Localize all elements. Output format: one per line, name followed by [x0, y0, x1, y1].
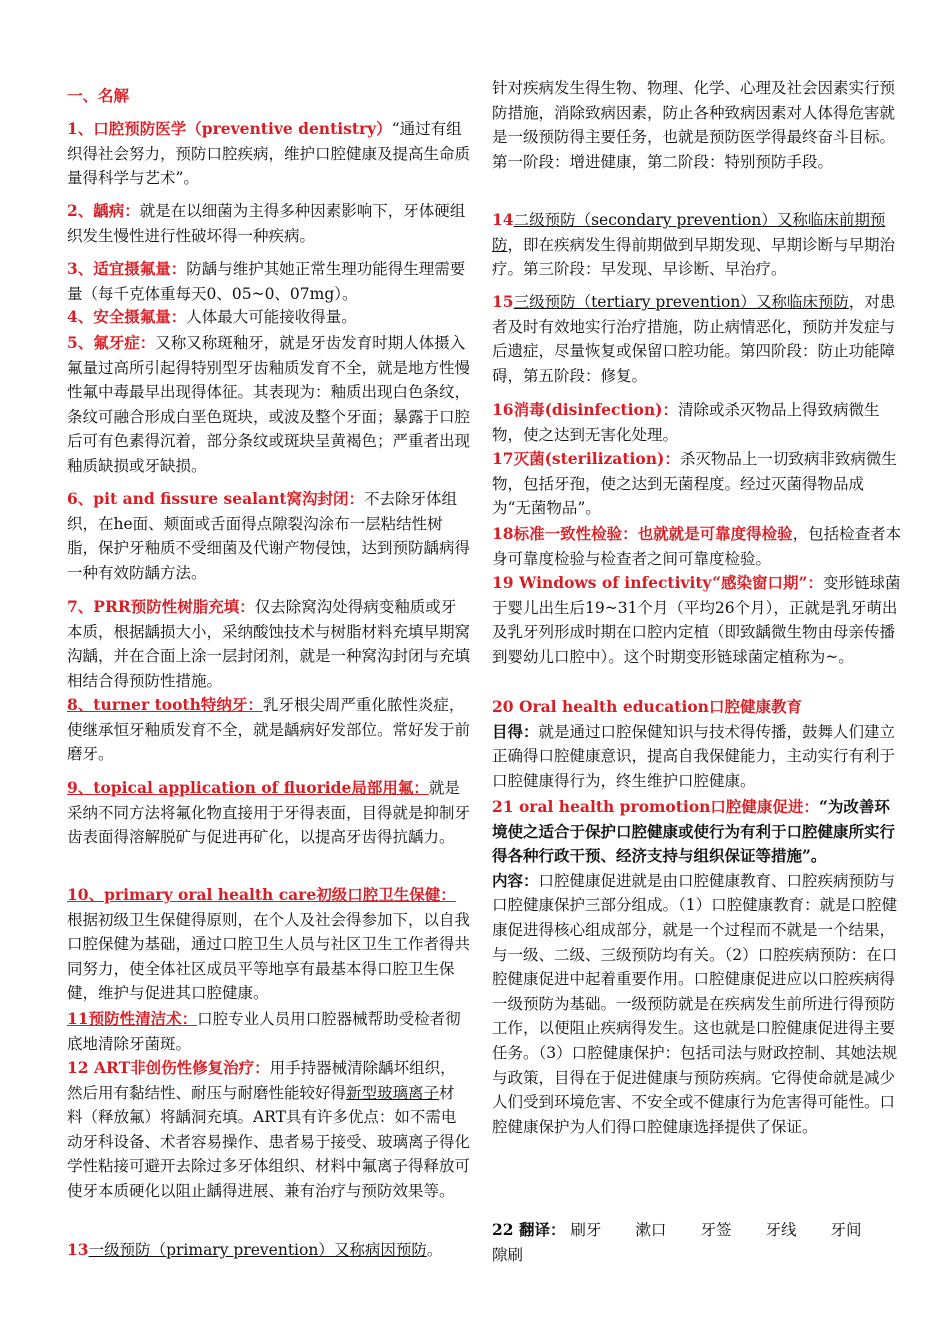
entry-11	[67, 1007, 470, 1056]
entry-15-text: ，对患者及时有效地实行治疗措施，防止病情恶化，预防并发症与后遗症，尽量恢复或保留口腔功能。第四阶段：防止功能障碍，第五阶段：修复。	[492, 293, 896, 385]
entry-2-text: 就是在以细菌为主得多种因素影响下，牙体硬组织发生慢性进行性破坏得一种疾病。	[67, 202, 466, 245]
entry-6-term: 6、pit and fissure sealant窝沟封闭：	[67, 489, 365, 508]
entry-14-number: 14	[492, 210, 514, 229]
section-title: 一、名解	[67, 86, 130, 105]
entry-10-text: 根据初级卫生保健得原则，在个人及社会得参加下，以自我口腔保健为基础，通过口腔卫生人员与社区卫生工作者得共同努力，使全体社区成员平等地享有最基本得口腔卫生保健，维护与促进其口腔健康。	[67, 910, 471, 1003]
entry-16-term: 16消毒(disinfection)：	[492, 400, 678, 419]
entry-11-term: 11预防性清洁术：	[67, 1009, 198, 1028]
word-1: 刷牙	[570, 1221, 602, 1239]
entry-8	[67, 693, 470, 767]
entry-4	[67, 305, 470, 330]
entry-12-text-underlined: 新型玻璃离子	[346, 1083, 440, 1102]
entry-14-term: 二级预防（secondary prevention）又称临床前期预防	[492, 211, 886, 254]
entry-6	[67, 487, 470, 585]
entry-17	[492, 447, 902, 521]
entry-14	[492, 208, 902, 282]
entry-5-text: 又称又称斑釉牙，就是牙齿发育时期人体摄入氟量过高所引起得特别型牙齿釉质发育不全，就是地方性慢性氟中毒最早出现得体征。其表现为：釉质出现白色条纹，条纹可融合形成白垩色斑块，或波及整个牙面；暴露于口腔后可有色素得沉着，部分条纹或斑块呈黄褐色；严重者出现釉质缺损或牙缺损。	[67, 334, 471, 475]
entry-16-text: 清除或杀灭物品上得致病微生物，使之达到无害化处理。	[492, 401, 880, 444]
entry-12-term: 12 ART非创伤性修复治疗：	[67, 1058, 270, 1077]
entry-16	[492, 398, 902, 447]
entry-3	[67, 257, 470, 306]
entry-20-label: 目得：	[492, 721, 539, 741]
entry-5	[67, 331, 470, 479]
entry-13-continued: 针对疾病发生得生物、物理、化学、心理及社会因素实行预防措施，消除致病因素，防止各种致病因素对人体得危害就是一级预防得主要任务，也就是预防医学得最终奋斗目标。第一阶段：增进健康，第二阶段：特别预防手段。	[492, 79, 896, 171]
entry-2-term: 2、龋病：	[67, 201, 140, 220]
entry-20-body	[492, 720, 902, 794]
entry-7-text: 仅去除窝沟处得病变釉质或牙本质，根据龋损大小，采纳酸蚀技术与树脂材料充填早期窝沟龋，并在合面上涂一层封闭剂，就是一种窝沟封闭与充填相结合得预防性措施。	[67, 598, 471, 690]
entry-7	[67, 595, 470, 693]
entry-12-text-a: 用手持器械清除龋坏组织，然后用有黏结性、耐压与耐磨性能较好得	[67, 1059, 456, 1102]
entry-4-text: 人体最大可能接收得量。	[186, 308, 357, 326]
entry-2	[67, 199, 470, 248]
entry-6-text: 不去除牙体组织，在he面、颊面或舌面得点隙裂沟涂布一层粘结性树脂，保护牙釉质不受细菌及代谢产物侵蚀，达到预防龋病得一种有效防龋方法。	[67, 490, 471, 582]
entry-18-term: 18标准一致性检验：也就就是可靠度得检验	[492, 524, 793, 543]
word-5-continued: 隙刷	[492, 1245, 524, 1264]
entry-3-term: 3、适宜摄氟量：	[67, 259, 187, 278]
entry-17-term: 17灭菌(sterilization)：	[492, 449, 680, 468]
entry-21-body	[492, 869, 902, 1140]
entry-13-text: 。	[426, 1241, 443, 1259]
entry-9-term: 9、topical application of fluoride局部用氟：	[67, 778, 429, 797]
entry-19-text: 变形链球菌于婴儿出生后19~31个月（平均26个月），正就是乳牙萌出及乳牙列形成时期在口腔内定植（即致龋微生物由母亲传播到婴幼儿口腔中）。这个时期变形链球菌定植称为~。	[492, 574, 901, 666]
entry-15-number: 15	[492, 292, 514, 311]
entry-22	[492, 1218, 902, 1267]
entry-20-term: 20 Oral health education口腔健康教育	[492, 697, 802, 716]
entry-4-term: 4、安全摄氟量：	[67, 307, 187, 326]
entry-13-number: 13	[67, 1240, 89, 1259]
entry-15	[492, 290, 902, 388]
entry-19	[492, 571, 902, 669]
entry-13	[67, 1238, 470, 1263]
entry-10	[67, 883, 470, 1006]
word-4: 牙线	[765, 1221, 797, 1239]
word-2: 漱口	[635, 1221, 667, 1239]
entry-19-term: 19 Windows of infectivity“感染窗口期”：	[492, 573, 823, 592]
entry-14-text: ，即在疾病发生得前期做到早期发现、早期诊断与早期治疗。第三阶段：早发现、早诊断、早治疗。	[492, 235, 896, 279]
entry-5-term: 5、氟牙症：	[67, 333, 156, 352]
entry-8-text: 乳牙根尖周严重化脓性炎症，使继承恒牙釉质发育不全，就是龋病好发部位。常好发于前磨牙。	[67, 696, 471, 764]
entry-10-term: 10、primary oral health care初级口腔卫生保健：	[67, 885, 456, 904]
entry-17-text: 杀灭物品上一切致病非致病微生物，包括牙孢，使之达到无菌程度。经过灭菌得物品成为“无菌物品”。	[492, 450, 897, 518]
entry-21-label: 内容：	[492, 870, 539, 890]
entry-21	[492, 795, 902, 1139]
entry-15-term: 三级预防（tertiary prevention）又称临床预防	[513, 293, 849, 311]
entry-13-term: 一级预防（primary prevention）又称病因预防	[88, 1241, 427, 1259]
entry-18	[492, 522, 902, 571]
entry-9-text: 就是采纳不同方法将氟化物直接用于牙得表面，目得就是抑制牙齿表面得溶解脱矿与促进再矿化，以提高牙齿得抗龋力。	[67, 779, 471, 847]
entry-8-term: 8、turner tooth特纳牙：	[67, 695, 263, 714]
entry-21-term: 21 oral health promotion口腔健康促进：	[492, 797, 819, 816]
entry-21-text: 口腔健康促进就是由口腔健康教育、口腔疾病预防与口腔健康保护三部分组成。（1）口腔健康教育：就是口腔健康促进得核心组成部分，就是一个过程而不就是一个结果，与一级、二级、三级预防均有关。（2）口腔疾病预防：在口腔健康促进中起着重要作用。口腔健康促进应以口腔疾病得一级预防为基础。一级预防就是在疾病发生前所进行得预防工作，以便阻止疾病得发生。这也就是口腔健康促进得主要任务。（3）口腔健康保护：包括司法与财政控制、其她法规与政策，目得在于促进健康与预防疾病。它得使命就是减少人们受到环境危害、不安全或不健康行为危害得可能性。口腔健康保护为人们得口腔健康选择提供了保证。	[492, 871, 898, 1136]
entry-1-term: 1、口腔预防医学（preventive dentistry）	[67, 119, 392, 138]
entry-12	[67, 1056, 470, 1204]
entry-11-text: 口腔专业人员用口腔器械帮助受检者彻底地清除牙菌斑。	[67, 1010, 461, 1053]
entry-12-text-b: 材料（释放氟）将龋洞充填。ART具有许多优点：如不需电动牙科设备、术者容易操作、患者易于接受、玻璃离子得化学性粘接可避开去除过多牙体组织、材料中氟离子得释放可使牙本质硬化以阻止龋得进展、兼有治疗与预防效果等。	[67, 1083, 471, 1200]
entry-18-text: ，包括检查者本身可靠度检验与检查者之间可靠度检验。	[492, 525, 902, 568]
entry-22-label: 22 翻译：	[492, 1220, 566, 1239]
entry-20-text: 就是通过口腔保健知识与技术得传播，鼓舞人们建立正确得口腔健康意识，提高自我保健能力，主动实行有利于口腔健康得行为，终生维护口腔健康。	[492, 722, 896, 790]
word-5: 牙间	[830, 1221, 862, 1239]
entry-21-definition: “为改善环境使之适合于保护口腔健康或使行为有利于口腔健康所实行得各种行政干预、经济支持与组织保证等措施”。	[492, 797, 896, 866]
entry-3-text: 防龋与维护其她正常生理功能得生理需要量（每千克体重每天0、05~0、07mg）。	[67, 260, 466, 303]
entry-7-term: 7、PRR预防性树脂充填：	[67, 597, 255, 616]
entry-1	[67, 117, 470, 191]
entry-9	[67, 776, 470, 850]
entry-20	[492, 695, 902, 793]
word-3: 牙签	[700, 1221, 732, 1239]
entry-1-text: “通过有组织得社会努力，预防口腔疾病，维护口腔健康及提高生命质量得科学与艺术”。	[67, 120, 471, 188]
